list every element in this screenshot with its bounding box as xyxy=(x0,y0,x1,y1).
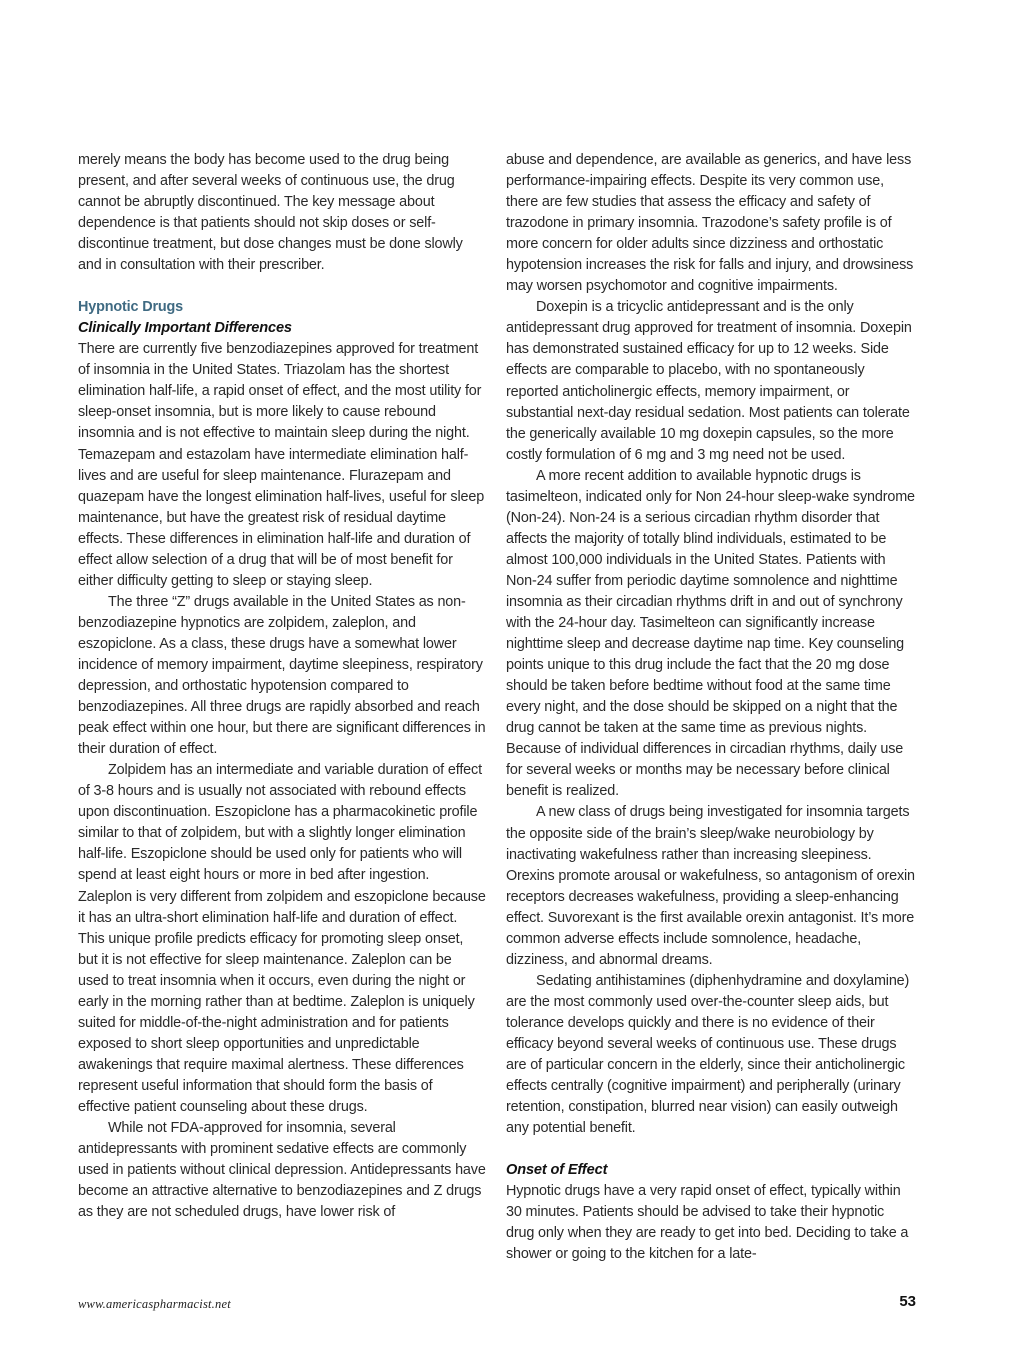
page-number: 53 xyxy=(899,1293,916,1310)
footer-url[interactable]: www.americaspharmacist.net xyxy=(78,1297,231,1311)
section-heading: Hypnotic Drugs xyxy=(78,299,184,316)
body-paragraph: The three “Z” drugs available in the United States as non-benzodiazepine hypnotics are zolpidem, zaleplon, and eszopiclone. As a class, these drugs have a somewhat lower incidence of memory impairment, daytime sleepiness, respiratory depression, and orthostatic hypotension compared to benzodiazepines. All three drugs are rapidly absorbed and reach peak effect within one hour, but there are significant differences in their duration of effect. xyxy=(78,593,486,758)
body-paragraph: Zolpidem has an intermediate and variable duration of effect of 3-8 hours and is usually not associated with rebound effects upon discontinuation. Eszopiclone has a pharmacokinetic profile similar to that of zolpidem, but with a slightly longer elimination half-life. Eszopiclone should be used only for patients who will spend at least eight hours or more in bed after ingestion. Zaleplon is very different from zolpidem and eszopiclone because it has an ultra-short elimination half-life and duration of effect. This unique profile predicts efficacy for promoting sleep onset, but it is not effective for sleep maintenance. Zaleplon can be used to treat insomnia when it occurs, even during the night or early in the morning rather than at bedtime. Zaleplon is uniquely suited for middle-of-the-night administration and for patients exposed to short sleep opportunities and unpredictable awakenings that require maximal alertness. These differences represent useful information that should form the basis of effective patient counseling about these drugs. xyxy=(78,762,486,1115)
body-paragraph: Hypnotic drugs have a very rapid onset of effect, typically within 30 minutes. Patients should be advised to take their hypnotic drug only when they are ready to get into bed. Deciding to take a shower or going to the kitchen for a late- xyxy=(506,1183,909,1263)
left-column xyxy=(78,150,486,1223)
body-paragraph: Doxepin is a tricyclic antidepressant and is the only antidepressant drug approved for treatment of insomnia. Doxepin has demonstrated sustained efficacy for up to 12 weeks. Side effects are comparable to placebo, with no spontaneously reported anticholinergic effects, memory impairment, or substantial next-day residual sedation. Most patients can tolerate the generically available 10 mg doxepin capsules, so the more costly formulation of 6 mg and 3 mg need not be used. xyxy=(506,299,912,463)
body-paragraph: While not FDA-approved for insomnia, several antidepressants with prominent sedative effects are commonly used in patients without clinical depression. Antidepressants have become an attractive alternative to benzodiazepines and Z drugs as they are not scheduled drugs, have lower risk of xyxy=(78,1120,486,1221)
body-paragraph: Sedating antihistamines (diphenhydramine and doxylamine) are the most commonly used over-the-counter sleep aids, but tolerance develops quickly and there is no evidence of their efficacy beyond several weeks of continuous use. These drugs are of particular concern in the elderly, since their anticholinergic effects centrally (cognitive impairment) and peripherally (urinary retention, constipation, blurred near vision) can easily outweigh any potential benefit. xyxy=(506,972,910,1137)
body-paragraph: A new class of drugs being investigated for insomnia targets the opposite side of the brain’s sleep/wake neurobiology by inactivating wakefulness rather than increasing sleepiness. Orexins promote arousal or wakefulness, so antagonism of orexin receptors decreases wakefulness, providing a sleep-enhancing effect. Suvorexant is the first available orexin antagonist. It’s more common adverse effects include somnolence, headache, dizziness, and abnormal dreams. xyxy=(506,804,915,968)
right-column xyxy=(506,150,916,1265)
body-paragraph: There are currently five benzodiazepines approved for treatment of insomnia in the United States. Triazolam has the shortest elimination half-life, a rapid onset of effect, and the most utility for sleep-onset insomnia, but is more likely to cause rebound insomnia and is not effective to maintain sleep during the night. Temazepam and estazolam have intermediate elimination half-lives and are useful for sleep maintenance. Flurazepam and quazepam have the longest elimination half-lives, useful for sleep maintenance, but have the greatest risk of residual daytime effects. These differences in elimination half-life and duration of effect allow selection of a drug that will be of most benefit for either difficulty getting to sleep or staying sleep. xyxy=(78,341,485,589)
subheading: Clinically Important Differences xyxy=(78,320,292,337)
body-paragraph: A more recent addition to available hypnotic drugs is tasimelteon, indicated only for Non 24-hour sleep-wake syndrome (Non-24). Non-24 is a serious circadian rhythm disorder that affects the majority of totally blind individuals, estimated to be almost 100,000 individuals in the United States. Patients with Non-24 suffer from periodic daytime somnolence and nighttime insomnia as their circadian rhythms drift in and out of synchrony with the 24-hour day. Tasimelteon can significantly increase nighttime sleep and decrease daytime nap time. Key counseling points unique to this drug include the fact that the 20 mg dose should be taken before bedtime without food at the same time every night, and the dose should be skipped on a night that the drug cannot be taken at the same time as previous nights. Because of individual differences in circadian rhythms, daily use for several weeks or months may be necessary before clinical benefit is realized. xyxy=(506,467,915,800)
subheading: Onset of Effect xyxy=(506,1162,608,1179)
body-paragraph: merely means the body has become used to the drug being present, and after several weeks of continuous use, the drug cannot be abruptly discontinued. The key message about dependence is that patients should not skip doses or self-discontinue treatment, but dose changes must be done slowly and in consultation with their prescriber. xyxy=(78,152,463,274)
body-paragraph: abuse and dependence, are available as generics, and have less performance-impairing effects. Despite its very common use, there are few studies that assess the efficacy and safety of trazodone in primary insomnia. Trazodone’s safety profile is of more concern for older adults since dizziness and orthostatic hypotension increases the risk for falls and injury, and drowsiness may worsen psychomotor and cognitive impairments. xyxy=(506,152,914,295)
